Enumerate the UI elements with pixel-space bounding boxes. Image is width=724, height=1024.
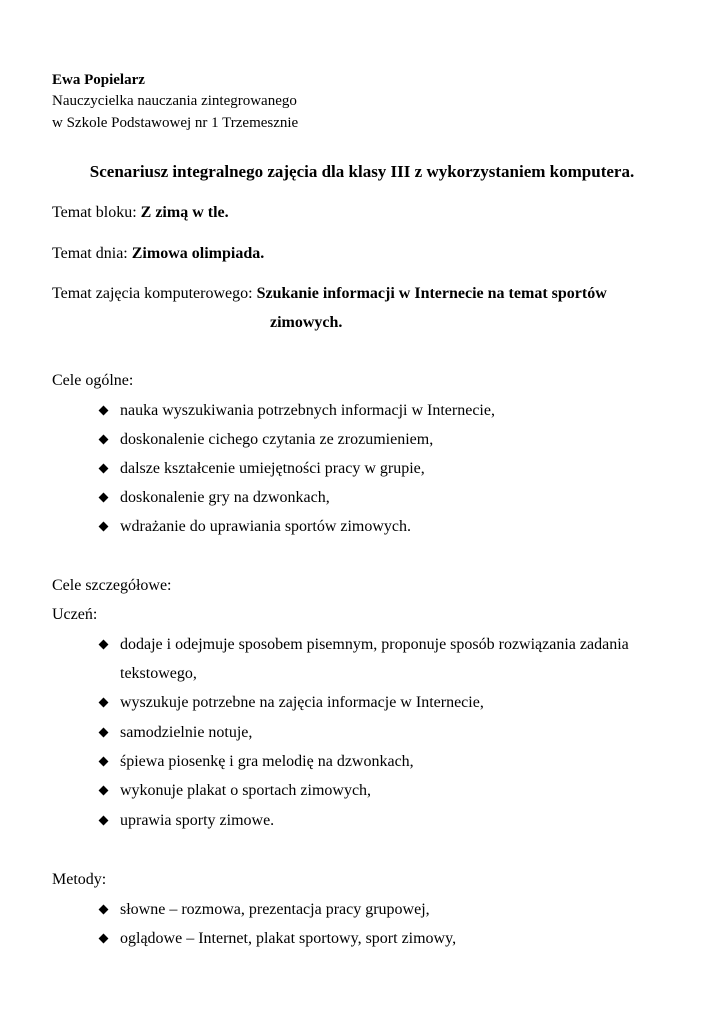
document-page: Ewa Popielarz Nauczycielka nauczania zintegrowanego w Szkole Podstawowej nr 1 Trzemesznie Scenariusz integralnego zajęcia dla klasy III z wykorzystaniem komputera. Temat bloku: Z zimą w tle. Temat dnia: Zimowa olimpiada. Temat zajęcia komputerowego: Szukanie informacji w Internecie na temat sportów zimowych. Cele ogólne: nauka wyszukiwania potrzebnych informacji w Internecie, doskonalenie cichego czytania ze zrozumieniem, dalsze kształcenie umiejętności pracy w grupie, doskonalenie gry na dzwonkach, wdrażanie do uprawiania sportów zimowych. Cele szczegółowe: Uczeń: dodaje i odejmuje sposobem pisemnym, proponuje sposób rozwiązania zadania tekstowego, wyszukuje potrzebne na zajęcia informacje w Internecie, samodzielnie notuje, śpiewa piosenkę i gra melodię na dzwonkach, wykonuje plakat o sportach zimowych, uprawia sporty zimowe. Metody: słowne – rozmowa, prezentacja pracy grupowej, oglądowe – Internet, plakat sportowy, sport zimowy, bbox=[0, 0, 724, 1024]
diamond-bullet-icon bbox=[99, 435, 109, 445]
block-topic-label: Temat bloku: bbox=[52, 204, 141, 221]
computer-topic-value-2: zimowych. bbox=[270, 314, 343, 331]
computer-topic-label: Temat zajęcia komputerowego: bbox=[52, 285, 257, 302]
methods-label: Metody: bbox=[52, 871, 107, 888]
diamond-bullet-icon bbox=[99, 728, 109, 738]
list-item-continuation: tekstowego, bbox=[120, 665, 197, 682]
day-topic-label: Temat dnia: bbox=[52, 245, 132, 262]
author-name: Ewa Popielarz bbox=[52, 72, 145, 88]
block-topic-value: Z zimą w tle. bbox=[140, 204, 229, 221]
author-school: w Szkole Podstawowej nr 1 Trzemesznie bbox=[52, 115, 299, 131]
diamond-bullet-icon bbox=[99, 905, 109, 915]
computer-topic-value: Szukanie informacji w Internecie na temat sportów bbox=[256, 285, 607, 302]
diamond-bullet-icon bbox=[99, 522, 109, 532]
diamond-bullet-icon bbox=[99, 464, 109, 474]
block-topic bbox=[52, 204, 229, 222]
diamond-bullet-icon bbox=[99, 757, 109, 767]
diamond-bullet-icon bbox=[99, 493, 109, 503]
document-title: Scenariusz integralnego zajęcia dla klasy III z wykorzystaniem komputera. bbox=[89, 162, 635, 181]
diamond-bullet-icon bbox=[99, 786, 109, 796]
diamond-bullet-icon bbox=[99, 698, 109, 708]
diamond-bullet-icon bbox=[99, 816, 109, 826]
author-role: Nauczycielka nauczania zintegrowanego bbox=[52, 93, 297, 109]
computer-topic bbox=[52, 285, 607, 303]
diamond-bullet-icon bbox=[99, 406, 109, 416]
detailed-goals-label: Cele szczegółowe: bbox=[52, 577, 172, 594]
day-topic-value: Zimowa olimpiada. bbox=[131, 245, 265, 262]
diamond-bullet-icon bbox=[99, 640, 109, 650]
computer-topic-continuation bbox=[270, 314, 342, 332]
diamond-bullet-icon bbox=[99, 934, 109, 944]
general-goals-label: Cele ogólne: bbox=[52, 372, 134, 389]
day-topic bbox=[52, 245, 264, 263]
student-label: Uczeń: bbox=[52, 606, 98, 623]
